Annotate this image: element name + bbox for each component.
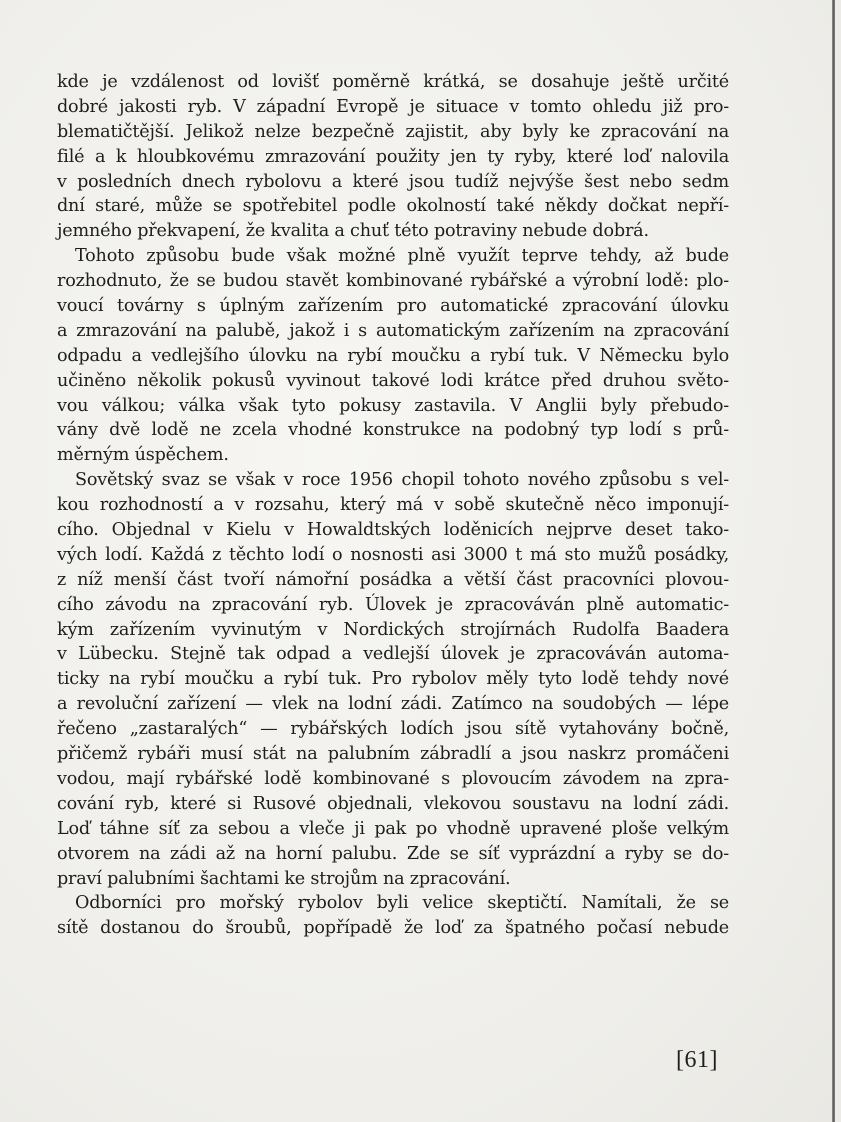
text-line: Tohoto způsobu bude však možné plně využít teprve tehdy, až bude xyxy=(75,246,729,267)
text-line: přičemž rybáři musí stát na palubním zábradlí a jsou naskrz promáčeni xyxy=(57,744,729,765)
text-line: rozhodnuto, že se budou stavět kombinované rybářské a výrobní lodě: plo- xyxy=(57,271,729,292)
text-line: kde je vzdálenost od lovišť poměrně krátká, se dosahuje ještě určité xyxy=(57,72,729,92)
paragraph-1 xyxy=(57,70,729,244)
text-line: jemného překvapení, že kvalita a chuť této potraviny nebude dobrá. xyxy=(57,221,649,242)
paragraph-4 xyxy=(57,891,729,941)
text-line: praví palubními šachtami ke strojům na zpracování. xyxy=(57,868,511,889)
text-line: odpadu a vedlejšího úlovku na rybí moučku a rybí tuk. V Německu bylo xyxy=(57,345,729,366)
text-line: vých lodí. Každá z těchto lodí o nosnosti asi 3000 t má sto mužů posádky, xyxy=(57,544,729,565)
body-text xyxy=(57,70,729,941)
text-line: a zmrazování na palubě, jakož i s automatickým zařízením na zpracování xyxy=(57,320,729,341)
text-line: Loď táhne síť za sebou a vleče ji pak po vhodně upravené ploše velkým xyxy=(57,818,729,839)
text-line: vány dvě lodě ne zcela vhodné konstrukce na podobný typ lodí s prů- xyxy=(57,420,729,441)
text-line: dobré jakosti ryb. V západní Evropě je situace v tomto ohledu již pro- xyxy=(57,96,729,117)
text-line: a revoluční zařízení — vlek na lodní zádi. Zatímco na soudobých — lépe xyxy=(57,694,729,715)
text-line: řečeno „zastaralých“ — rybářských lodích jsou sítě vytahovány bočně, xyxy=(57,719,729,740)
text-line: učiněno několik pokusů vyvinout takové lodi krátce před druhou světo- xyxy=(57,370,729,391)
text-line: otvorem na zádi až na horní palubu. Zde se síť vyprázdní a ryby se do- xyxy=(57,843,729,864)
text-line: vodou, mají rybářské lodě kombinované s plovoucím závodem na zpra- xyxy=(57,768,729,789)
text-line: blematičtější. Jelikož nelze bezpečně zajistit, aby byly ke zpracování na xyxy=(57,121,729,142)
text-line: cího závodu na zpracování ryb. Úlovek je zpracováván plně automatic- xyxy=(57,594,729,615)
text-line: kou rozhodností a v rozsahu, který má v sobě skutečně něco imponují- xyxy=(57,495,729,516)
text-line: měrným úspěchem. xyxy=(57,445,229,466)
page-edge-margin xyxy=(835,0,841,1122)
text-line: v Lübecku. Stejně tak odpad a vedlejší úlovek je zpracováván automa- xyxy=(57,644,729,665)
paragraph-2 xyxy=(57,244,729,468)
text-line: vou válkou; válka však tyto pokusy zastavila. V Anglii byly přebudo- xyxy=(57,395,729,416)
text-line: kým zařízením vyvinutým v Nordických strojírnách Rudolfa Baadera xyxy=(57,619,729,640)
paragraph-3 xyxy=(57,468,729,891)
text-line: filé a k hloubkovému zmrazování použity jen ty ryby, které loď nalovila xyxy=(57,146,729,167)
page-number: [61] xyxy=(676,1047,718,1073)
text-line: cování ryb, které si Rusové objednali, vlekovou soustavu na lodní zádi. xyxy=(57,793,729,814)
text-line: z níž menší část tvoří námořní posádka a větší část pracovníci plovou- xyxy=(57,569,729,590)
text-line: sítě dostanou do šroubů, popřípadě že loď za špatného počasí nebude xyxy=(57,918,729,939)
text-line: voucí továrny s úplným zařízením pro automatické zpracování úlovku xyxy=(57,296,729,317)
text-line: Odborníci pro mořský rybolov byli velice skeptičtí. Namítali, že se xyxy=(75,893,729,914)
text-line: ticky na rybí moučku a rybí tuk. Pro rybolov měly tyto lodě tehdy nové xyxy=(57,669,729,690)
text-line: dní staré, může se spotřebitel podle okolností také někdy dočkat nepří- xyxy=(57,196,729,217)
text-line: cího. Objednal v Kielu v Howaldtských loděnicích nejprve deset tako- xyxy=(57,520,729,541)
text-line: Sovětský svaz se však v roce 1956 chopil tohoto nového způsobu s vel- xyxy=(75,470,729,491)
text-line: v posledních dnech rybolovu a které jsou tudíž nejvýše šest nebo sedm xyxy=(57,171,729,192)
